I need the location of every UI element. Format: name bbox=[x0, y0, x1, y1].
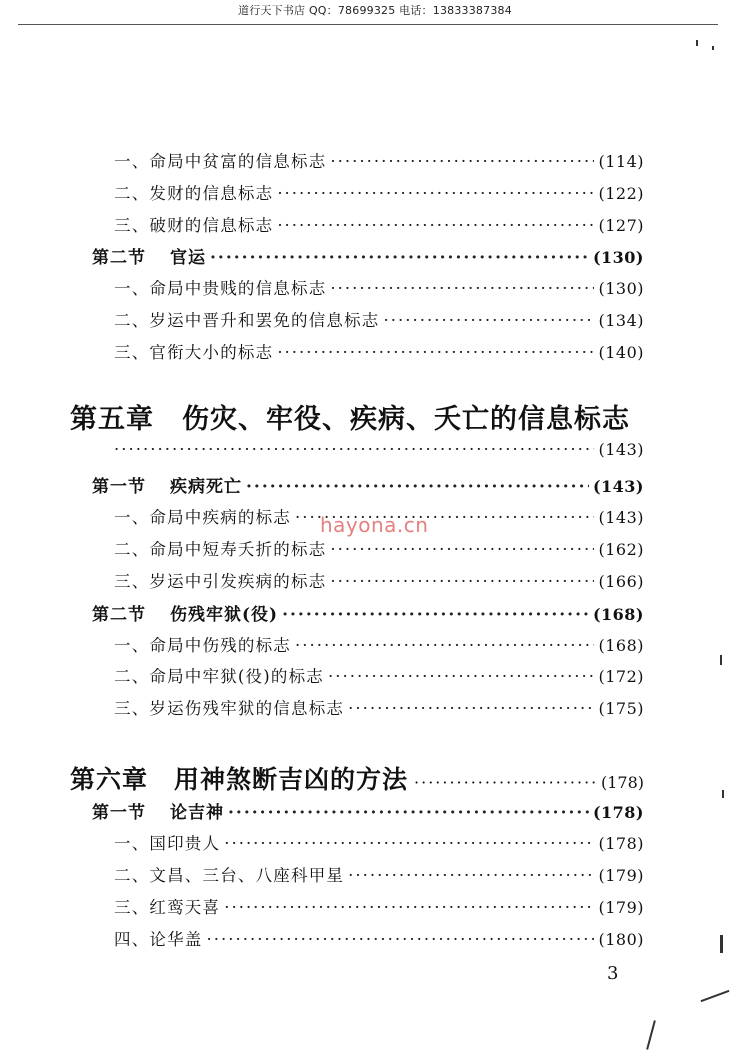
toc-entry bbox=[114, 568, 644, 596]
toc-entry bbox=[114, 180, 644, 208]
chapter-5-page-line bbox=[114, 440, 644, 468]
toc-section-page: (130) bbox=[592, 248, 644, 267]
leader-dots bbox=[224, 834, 594, 853]
chapter-6-page: (178) bbox=[600, 773, 644, 792]
toc-section-page: (143) bbox=[592, 477, 644, 496]
toc-entry bbox=[114, 862, 644, 890]
leader-dots bbox=[330, 279, 594, 298]
toc-section-heading bbox=[92, 798, 224, 823]
toc-section-heading bbox=[92, 243, 206, 268]
scan-speck bbox=[720, 655, 722, 665]
leader-dots bbox=[328, 667, 594, 686]
toc-entry bbox=[114, 536, 644, 564]
toc-section-title: 疾病死亡 bbox=[170, 477, 242, 497]
toc-entry-title: 二、发财的信息标志 bbox=[114, 184, 274, 203]
toc-entry bbox=[114, 212, 644, 240]
leader-dots bbox=[277, 343, 594, 362]
toc-entry-title: 三、官衔大小的标志 bbox=[114, 343, 274, 362]
toc-section bbox=[92, 798, 644, 826]
toc-section-title: 论吉神 bbox=[170, 803, 224, 823]
chapter-6-line bbox=[70, 760, 644, 796]
scan-speck bbox=[712, 46, 714, 50]
toc-entry-title: 二、岁运中晋升和罢免的信息标志 bbox=[114, 311, 380, 330]
toc-section-label: 第二节 bbox=[92, 248, 146, 268]
page-number: 3 bbox=[607, 963, 619, 984]
leader-dots bbox=[330, 572, 594, 591]
toc-section bbox=[92, 243, 644, 271]
leader-dots bbox=[414, 773, 595, 792]
toc-entry bbox=[114, 695, 644, 723]
toc-section bbox=[92, 472, 644, 500]
toc-entry-page: (175) bbox=[598, 699, 644, 718]
leader-dots bbox=[210, 248, 589, 268]
watermark: hayona.cn bbox=[320, 513, 429, 537]
leader-dots bbox=[348, 866, 594, 885]
leader-dots bbox=[228, 803, 589, 823]
leader-dots bbox=[207, 930, 595, 949]
toc-section-heading bbox=[92, 472, 242, 497]
toc-entry-title: 一、命局中疾病的标志 bbox=[114, 508, 291, 527]
toc-entry-title: 一、命局中伤残的标志 bbox=[114, 636, 291, 655]
toc-entry-page: (180) bbox=[598, 930, 644, 949]
toc-entry bbox=[114, 894, 644, 922]
toc-entry bbox=[114, 148, 644, 176]
leader-dots bbox=[277, 216, 594, 235]
toc-entry bbox=[114, 307, 644, 335]
chapter-5-title: 第五章 伤灾、牢役、疾病、夭亡的信息标志 bbox=[70, 404, 630, 435]
toc-entry-page: (179) bbox=[598, 898, 644, 917]
scan-speck bbox=[701, 990, 730, 1002]
toc-entry bbox=[114, 339, 644, 367]
toc-entry bbox=[114, 830, 644, 858]
toc-entry-page: (166) bbox=[598, 572, 644, 591]
toc-entry-title: 一、命局中贵贱的信息标志 bbox=[114, 279, 327, 298]
toc-entry-page: (130) bbox=[598, 279, 644, 298]
toc-entry-title: 二、命局中牢狱(役)的标志 bbox=[114, 667, 324, 686]
leader-dots bbox=[348, 699, 594, 718]
toc-entry-title: 一、国印贵人 bbox=[114, 834, 221, 853]
toc-entry-page: (168) bbox=[598, 636, 644, 655]
toc-entry-title: 二、文昌、三台、八座科甲星 bbox=[114, 866, 345, 885]
toc-entry bbox=[114, 663, 644, 691]
toc-entry-page: (114) bbox=[598, 152, 644, 171]
toc-section-page: (178) bbox=[592, 803, 644, 822]
toc-section-label: 第二节 bbox=[92, 605, 146, 625]
toc-entry-title: 三、岁运中引发疾病的标志 bbox=[114, 572, 327, 591]
toc-entry-title: 三、岁运伤残牢狱的信息标志 bbox=[114, 699, 345, 718]
toc-entry-page: (140) bbox=[598, 343, 644, 362]
leader-dots bbox=[246, 477, 589, 497]
leader-dots bbox=[277, 184, 594, 203]
toc-entry-page: (127) bbox=[598, 216, 644, 235]
leader-dots bbox=[282, 605, 589, 625]
leader-dots bbox=[384, 311, 595, 330]
leader-dots bbox=[224, 898, 594, 917]
scan-speck bbox=[696, 40, 698, 46]
toc-entry-page: (143) bbox=[598, 508, 644, 527]
toc-section-title: 官运 bbox=[170, 248, 206, 268]
toc-section-page: (168) bbox=[592, 605, 644, 624]
toc-section-heading bbox=[92, 600, 278, 625]
leader-dots bbox=[114, 440, 594, 459]
toc-entry bbox=[114, 632, 644, 660]
toc-entry bbox=[114, 926, 644, 954]
header-rule bbox=[18, 24, 718, 25]
toc-entry-page: (172) bbox=[598, 667, 644, 686]
toc-entry bbox=[114, 275, 644, 303]
toc-entry-title: 三、破财的信息标志 bbox=[114, 216, 274, 235]
toc-entry-title: 一、命局中贫富的信息标志 bbox=[114, 152, 327, 171]
toc-entry-page: (162) bbox=[598, 540, 644, 559]
scan-speck bbox=[646, 1020, 656, 1049]
leader-dots bbox=[295, 636, 594, 655]
leader-dots bbox=[330, 540, 594, 559]
toc-section-title: 伤残牢狱(役) bbox=[170, 605, 279, 625]
scan-speck bbox=[722, 790, 724, 798]
chapter-5-page: (143) bbox=[598, 440, 644, 459]
leader-dots bbox=[330, 152, 594, 171]
toc-section-label: 第一节 bbox=[92, 803, 146, 823]
chapter-6-title: 第六章 用神煞断吉凶的方法 bbox=[70, 765, 409, 794]
toc-entry-title: 三、红鸾天喜 bbox=[114, 898, 221, 917]
toc-entry-page: (134) bbox=[598, 311, 644, 330]
toc-entry-page: (178) bbox=[598, 834, 644, 853]
scan-speck bbox=[720, 935, 723, 953]
toc-entry-title: 二、命局中短寿夭折的标志 bbox=[114, 540, 327, 559]
toc-section-label: 第一节 bbox=[92, 477, 146, 497]
toc-entry-page: (122) bbox=[598, 184, 644, 203]
toc-entry-title: 四、论华盖 bbox=[114, 930, 203, 949]
toc-entry-page: (179) bbox=[598, 866, 644, 885]
header-text: 道行天下书店 QQ：78699325 电话：13833387384 bbox=[238, 4, 512, 17]
toc-section bbox=[92, 600, 644, 628]
